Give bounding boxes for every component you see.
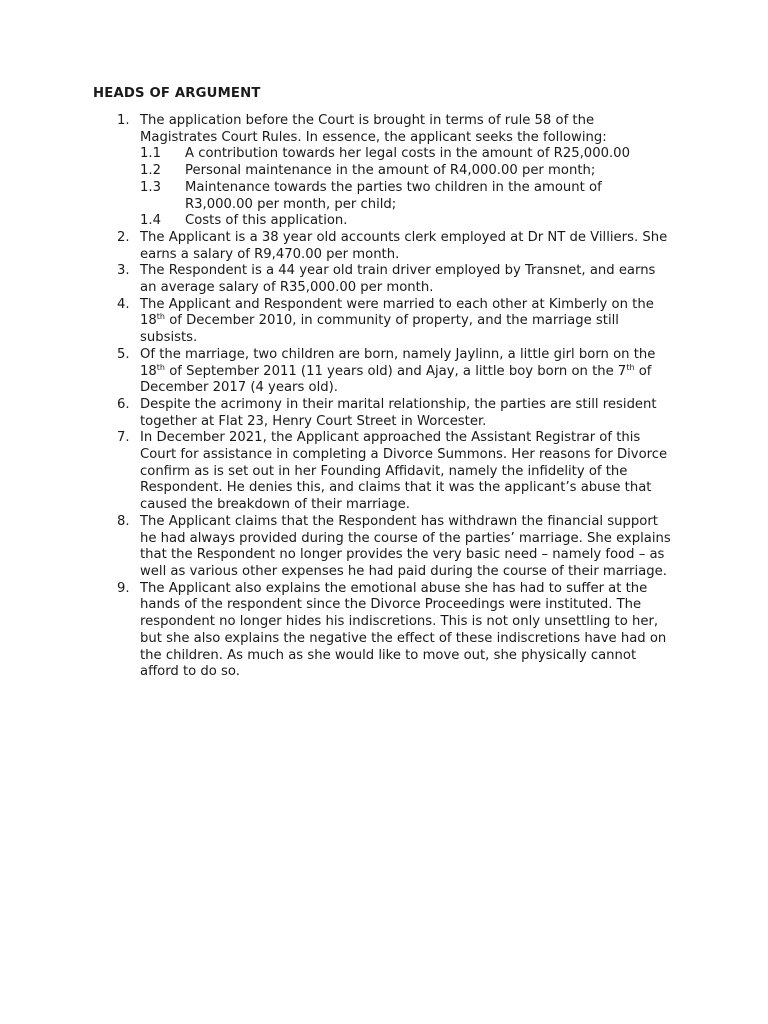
item-number: 1. [117,113,130,128]
subitem-text: Maintenance towards the parties two children in the amount of R3,000.00 per month, per child; [185,179,602,212]
item-text [140,347,655,395]
list-item-1 [93,113,673,230]
item-text-part: of September 2011 (11 years old) and Ajay, a little boy born on the 7 [165,363,627,379]
item-text: The Applicant claims that the Respondent has withdrawn the financial support he had always provided during the course of the parties’ marriage. She explains that the Respondent no longer provides the very basic need – namely food – as well as various other expenses he had paid during the course of their marriage. [140,513,671,579]
list-item-6 [93,397,673,430]
item-text-part: The Applicant and Respondent were married to each other at Kimberly on the 18 [140,296,654,329]
item-number: 2. [117,229,130,245]
list-item-5 [93,347,673,397]
list-item-2 [93,230,673,263]
item-text: The Respondent is a 44 year old train driver employed by Transnet, and earns an average salary of R35,000.00 per month. [140,263,656,296]
item-text: Despite the acrimony in their marital relationship, the parties are still resident together at Flat 23, Henry Court Street in Worcester. [140,396,657,429]
item-number: 4. [117,296,130,312]
subitem-number: 1.4 [140,213,161,229]
subitem-text: A contribution towards her legal costs in the amount of R25,000.00 [185,146,630,162]
item-text: In December 2021, the Applicant approached the Assistant Registrar of this Court for assistance in completing a Divorce Summons. Her reasons for Divorce confirm as is set out in her Founding Affidavit, namely the infidelity of the Respondent. He denies this, and claims that it was the applicant’s abuse that caused the breakdown of their marriage. [140,430,668,513]
subitem-text: Personal maintenance in the amount of R4,000.00 per month; [185,163,596,179]
list-item-3 [93,263,673,296]
item-text: The Applicant also explains the emotional abuse she has had to suffer at the hands of the respondent since the Divorce Proceedings were instituted. The respondent no longer hides his indiscretions. This is not only unsettling to her, but she also explains the negative the effect of these indiscretions have had on the children. As much as she would like to move out, she physically cannot afford to do so. [140,580,667,680]
item-text: The application before the Court is brought in terms of rule 58 of the Magistrates Court Rules. In essence, the applicant seeks the following: [140,113,607,145]
item-number: 6. [117,396,130,412]
item-number: 7. [117,430,130,446]
item-number: 5. [117,346,130,362]
item-number: 9. [117,580,130,596]
sublist-item-1-2 [140,163,673,180]
list-item-8 [93,514,673,581]
ordinal-suffix: th [626,362,635,372]
item-text [140,297,654,345]
list-item-9 [93,581,673,681]
sublist-item-1-3 [140,180,673,213]
document-heading: HEADS OF ARGUMENT [93,86,261,101]
subitem-number: 1.1 [140,146,161,162]
subitem-number: 1.3 [140,179,161,195]
item-number: 8. [117,513,130,529]
subitem-text: Costs of this application. [185,213,348,229]
item-text-part: of December 2017 (4 years old). [140,363,652,396]
sublist-item-1-4 [140,213,673,230]
item-text-part: of December 2010, in community of property, and the marriage still subsists. [140,313,619,346]
ordinal-suffix: th [156,312,165,322]
relief-sublist [140,146,673,230]
sublist-item-1-1 [140,146,673,163]
ordinal-suffix: th [156,362,165,372]
item-text: The Applicant is a 38 year old accounts clerk employed at Dr NT de Villiers. She earns a salary of R9,470.00 per month. [140,229,668,262]
item-text-part: Of the marriage, two children are born, namely Jaylinn, a little girl born on the 18 [140,346,656,379]
list-item-4 [93,297,673,347]
item-number: 3. [117,263,130,279]
subitem-number: 1.2 [140,163,161,179]
argument-list [93,113,673,681]
list-item-7 [93,430,673,514]
